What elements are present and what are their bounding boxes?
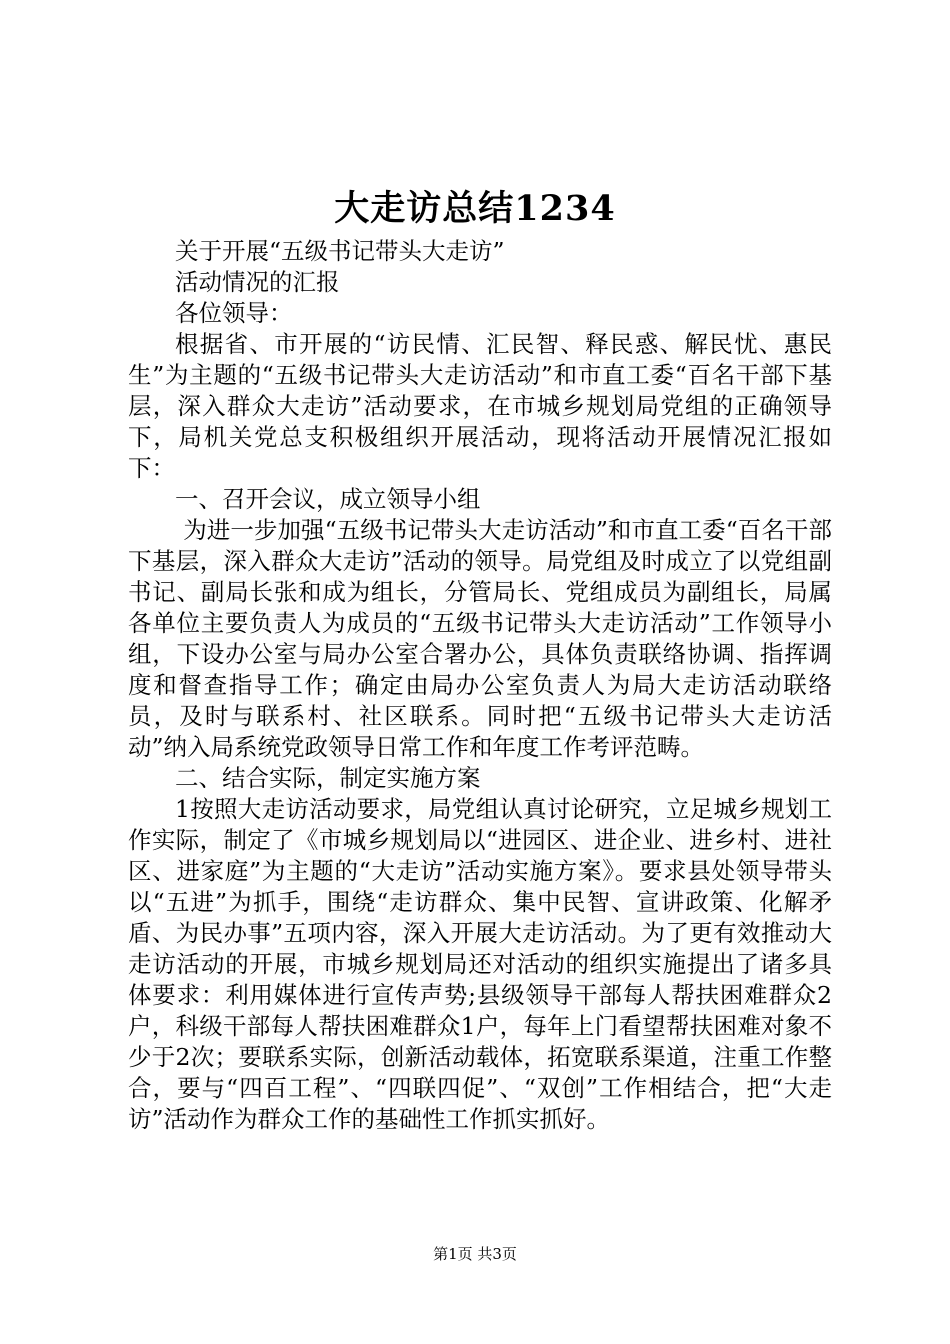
- document-title: 大走访总结1234: [334, 188, 616, 229]
- document-body: [128, 236, 832, 1135]
- section-heading-2: 二、结合实际，制定实施方案: [175, 764, 481, 792]
- paragraph-salutation: 各位领导：: [175, 299, 293, 327]
- paragraph-heading-line-1: 关于开展“五级书记带头大走访”: [175, 237, 505, 265]
- paragraph-section-1: 为进一步加强“五级书记带头大走访活动”和市直工委“百名干部下基层，深入群众大走访”活动的领导。局党组及时成立了以党组副书记、副局长张和成为组长，分管局长、党组成员为副组长，局属各单位主要负责人为成员的“五级书记带头大走访活动”工作领导小组，下设办公室与局办公室合署办公，具体负责联络协调、指挥调度和督查指导工作；确定由局办公室负责人为局大走访活动联络员，及时与联系村、社区联系。同时把“五级书记带头大走访活动”纳入局系统党政领导日常工作和年度工作考评范畴。: [128, 516, 832, 761]
- paragraph-section-2: 1按照大走访活动要求，局党组认真讨论研究，立足城乡规划工作实际，制定了《市城乡规划局以“进园区、进企业、进乡村、进社区、进家庭”为主题的“大走访”活动实施方案》。要求县处领导带头以“五进”为抓手，围绕“走访群众、集中民智、宣讲政策、化解矛盾、为民办事”五项内容，深入开展大走访活动。为了更有效推动大走访活动的开展，市城乡规划局还对活动的组织实施提出了诸多具体要求：利用媒体进行宣传声势;县级领导干部每人帮扶困难群众2户，科级干部每人帮扶困难群众1户，每年上门看望帮扶困难对象不少于2次；要联系实际，创新活动载体，拓宽联系渠道，注重工作整合，要与“四百工程”、“四联四促”、“双创”工作相结合，把“大走访”活动作为群众工作的基础性工作抓实抓好。: [128, 795, 832, 1133]
- section-heading-1: 一、召开会议，成立领导小组: [175, 485, 481, 513]
- page-footer: 第1页 共3页: [433, 1245, 517, 1263]
- paragraph-intro: 根据省、市开展的“访民情、汇民智、释民惑、解民忧、惠民生”为主题的“五级书记带头大走访活动”和市直工委“百名干部下基层，深入群众大走访”活动要求，在市城乡规划局党组的正确领导下，局机关党总支积极组织开展活动，现将活动开展情况汇报如下：: [128, 330, 832, 482]
- paragraph-heading-line-2: 活动情况的汇报: [175, 268, 340, 296]
